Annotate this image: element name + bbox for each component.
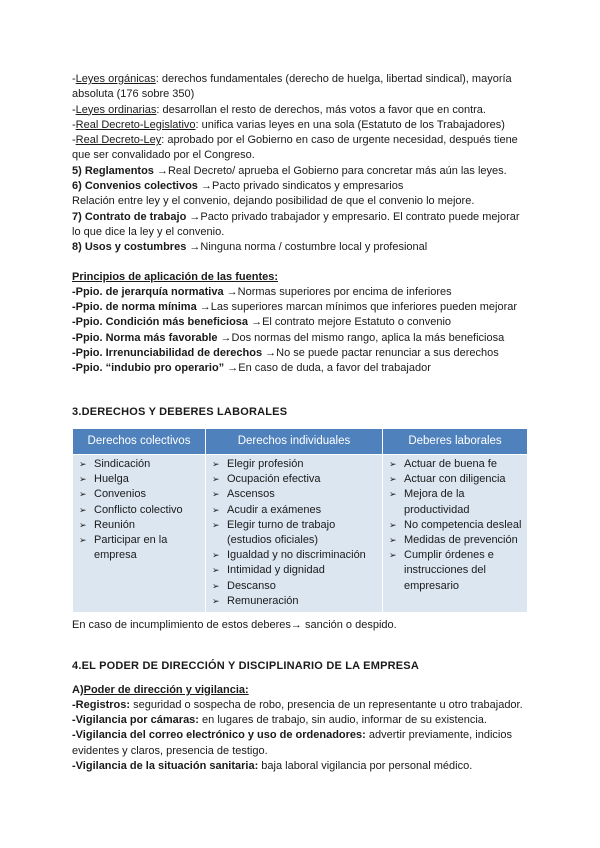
- list-item-text: Sindicación: [94, 457, 151, 470]
- list-item-text: Acudir a exámenes: [227, 503, 322, 516]
- list-item: [210, 563, 378, 578]
- list-item: [387, 533, 523, 548]
- power-item: -Vigilancia de la situación sanitaria: baja laboral vigilancia por personal médico.: [72, 760, 473, 773]
- fuente-term: Leyes orgánicas: [75, 73, 156, 85]
- list-item-text: Mejora de la productividad: [404, 488, 470, 516]
- arrow-bullet-icon: ➢: [79, 534, 87, 545]
- list-item-text: Remuneración: [227, 594, 299, 607]
- list-item-text: Convenios: [94, 488, 146, 501]
- list-item: [210, 487, 378, 502]
- arrow-bullet-icon: ➢: [389, 458, 397, 469]
- table-note: En caso de incumplimiento de estos deberes→ sanción o despido.: [72, 618, 397, 631]
- list-item-text: Actuar de buena fe: [404, 457, 497, 470]
- power-item: -Registros: seguridad o sospecha de robo, presencia de un representante u otro trabajador.: [72, 698, 523, 711]
- fuente-term: Leyes ordinarias: [75, 103, 157, 116]
- list-item: [210, 594, 378, 609]
- arrow-bullet-icon: ➢: [212, 580, 220, 591]
- collective-rights-list: [77, 457, 201, 563]
- arrow-bullet-icon: ➢: [79, 504, 87, 515]
- list-item-text: Ocupación efectiva: [227, 473, 321, 486]
- arrow-bullet-icon: ➢: [212, 519, 220, 530]
- arrow-bullet-icon: ➢: [212, 550, 220, 561]
- fuente-numbered: 5) Reglamentos →Real Decreto/ aprueba el Gobierno para concretar más aún las leyes.: [72, 164, 507, 177]
- fuente-item: -Real Decreto-Ley: aprobado por el Gobierno en caso de urgente necesidad, después tiene que ser convalidado por el Congreso.: [72, 134, 518, 162]
- principios-block: [72, 270, 528, 377]
- principio-item: -Ppio. Norma más favorable →Dos normas del mismo rango, aplica la más beneficiosa: [72, 331, 505, 344]
- fuente-numbered: 6) Convenios colectivos →Pacto privado sindicatos y empresarios: [72, 180, 404, 193]
- arrow-bullet-icon: ➢: [212, 595, 220, 606]
- principio-item: -Ppio. Irrenunciabilidad de derechos →No se puede pactar renunciar a sus derechos: [72, 347, 499, 360]
- list-item-text: Ascensos: [227, 488, 275, 501]
- principio-item: -Ppio. de jerarquía normativa →Normas superiores por encima de inferiores: [72, 285, 452, 298]
- list-item-text: No competencia desleal: [404, 518, 522, 531]
- rights-duties-table: [72, 428, 528, 613]
- table-row: [73, 454, 528, 612]
- fuente-numbered: 8) Usos y costumbres →Ninguna norma / costumbre local y profesional: [72, 241, 428, 254]
- fuente-numbered: Relación entre ley y el convenio, dejando posibilidad de que el convenio lo mejore.: [72, 195, 475, 208]
- list-item-text: Actuar con diligencia: [404, 473, 506, 486]
- fuente-item: -Leyes orgánicas: derechos fundamentales (derecho de huelga, libertad sindical), mayoría absoluta (176 sobre 350): [72, 73, 512, 101]
- subsection-heading: A)Poder de dirección y vigilancia:: [72, 683, 249, 696]
- list-item: [210, 548, 378, 563]
- table-header-collective: Derechos colectivos: [73, 428, 206, 454]
- power-item: -Vigilancia del correo electrónico y uso de ordenadores: advertir previamente, indicios evidentes y claros, presencia de testigo.: [72, 729, 512, 757]
- table-header-row: [73, 428, 528, 454]
- list-item: [77, 487, 201, 502]
- list-item: [77, 518, 201, 533]
- principios-heading: Principios de aplicación de las fuentes:: [72, 270, 279, 283]
- fuentes-list: [72, 72, 528, 256]
- arrow-bullet-icon: ➢: [79, 489, 87, 500]
- list-item-text: Participar en la empresa: [94, 533, 168, 562]
- table-header-duties: Deberes laborales: [383, 428, 528, 454]
- list-item: [210, 503, 378, 518]
- arrow-bullet-icon: ➢: [212, 504, 220, 515]
- arrow-bullet-icon: ➢: [212, 565, 220, 576]
- arrow-bullet-icon: ➢: [79, 458, 87, 469]
- fuente-term: Real Decreto-Ley: [75, 134, 162, 147]
- individual-rights-list: [210, 457, 378, 609]
- arrow-bullet-icon: ➢: [389, 489, 397, 500]
- list-item-text: Descanso: [227, 579, 276, 592]
- fuente-term: Real Decreto-Legislativo: [75, 118, 196, 131]
- fuente-item: -Real Decreto-Legislativo: unifica varias leyes en una sola (Estatuto de los Trabajadores): [72, 118, 505, 131]
- table-header-individual: Derechos individuales: [206, 428, 383, 454]
- list-item: [77, 457, 201, 472]
- document-page: [72, 72, 528, 774]
- principio-item: -Ppio. Condición más beneficiosa →El contrato mejore Estatuto o convenio: [72, 316, 452, 329]
- list-item: [210, 579, 378, 594]
- list-item: [210, 472, 378, 487]
- list-item: [77, 472, 201, 487]
- power-item: -Vigilancia por cámaras: en lugares de trabajo, sin audio, informar de su existencia.: [72, 714, 487, 727]
- arrow-bullet-icon: ➢: [212, 489, 220, 500]
- table-cell-individual: [206, 454, 383, 612]
- arrow-bullet-icon: ➢: [389, 519, 397, 530]
- list-item: [210, 518, 378, 548]
- list-item-text: Intimidad y dignidad: [227, 564, 325, 577]
- list-item: [387, 518, 523, 533]
- section-3-title: 3.DERECHOS Y DEBERES LABORALES: [72, 405, 288, 418]
- list-item-text: Huelga: [94, 473, 129, 486]
- list-item-text: Elegir turno de trabajo (estudios oficiales): [227, 518, 336, 546]
- arrow-bullet-icon: ➢: [389, 550, 397, 561]
- list-item: [387, 457, 523, 472]
- list-item-text: Conflicto colectivo: [94, 503, 183, 516]
- fuente-numbered: 7) Contrato de trabajo →Pacto privado trabajador y empresario. El contrato puede mejorar lo que dice la ley y el convenio.: [72, 210, 520, 238]
- list-item: [387, 472, 523, 487]
- list-item-text: Cumplir órdenes e instrucciones del empresario: [404, 549, 494, 592]
- list-item: [387, 548, 523, 594]
- duties-list: [387, 457, 523, 594]
- table-cell-collective: [73, 454, 206, 612]
- arrow-bullet-icon: ➢: [79, 519, 87, 530]
- arrow-bullet-icon: ➢: [389, 534, 397, 545]
- list-item: [387, 487, 523, 517]
- list-item-text: Igualdad y no discriminación: [227, 549, 366, 562]
- arrow-bullet-icon: ➢: [212, 474, 220, 485]
- arrow-bullet-icon: ➢: [79, 474, 87, 485]
- list-item-text: Elegir profesión: [227, 457, 304, 470]
- arrow-bullet-icon: ➢: [212, 458, 220, 469]
- arrow-bullet-icon: ➢: [389, 474, 397, 485]
- principio-item: -Ppio. de norma mínima →Las superiores marcan mínimos que inferiores pueden mejorar: [72, 301, 518, 314]
- list-item: [77, 533, 201, 563]
- table-cell-duties: [383, 454, 528, 612]
- section-4-title: 4.EL PODER DE DIRECCIÓN Y DISCIPLINARIO DE LA EMPRESA: [72, 660, 419, 673]
- list-item-text: Medidas de prevención: [404, 533, 518, 546]
- fuente-item: -Leyes ordinarias: desarrollan el resto de derechos, más votos a favor que en contra.: [72, 103, 486, 116]
- list-item-text: Reunión: [94, 518, 135, 531]
- principio-item: -Ppio. “indubio pro operario” →En caso de duda, a favor del trabajador: [72, 362, 431, 375]
- list-item: [210, 457, 378, 472]
- list-item: [77, 503, 201, 518]
